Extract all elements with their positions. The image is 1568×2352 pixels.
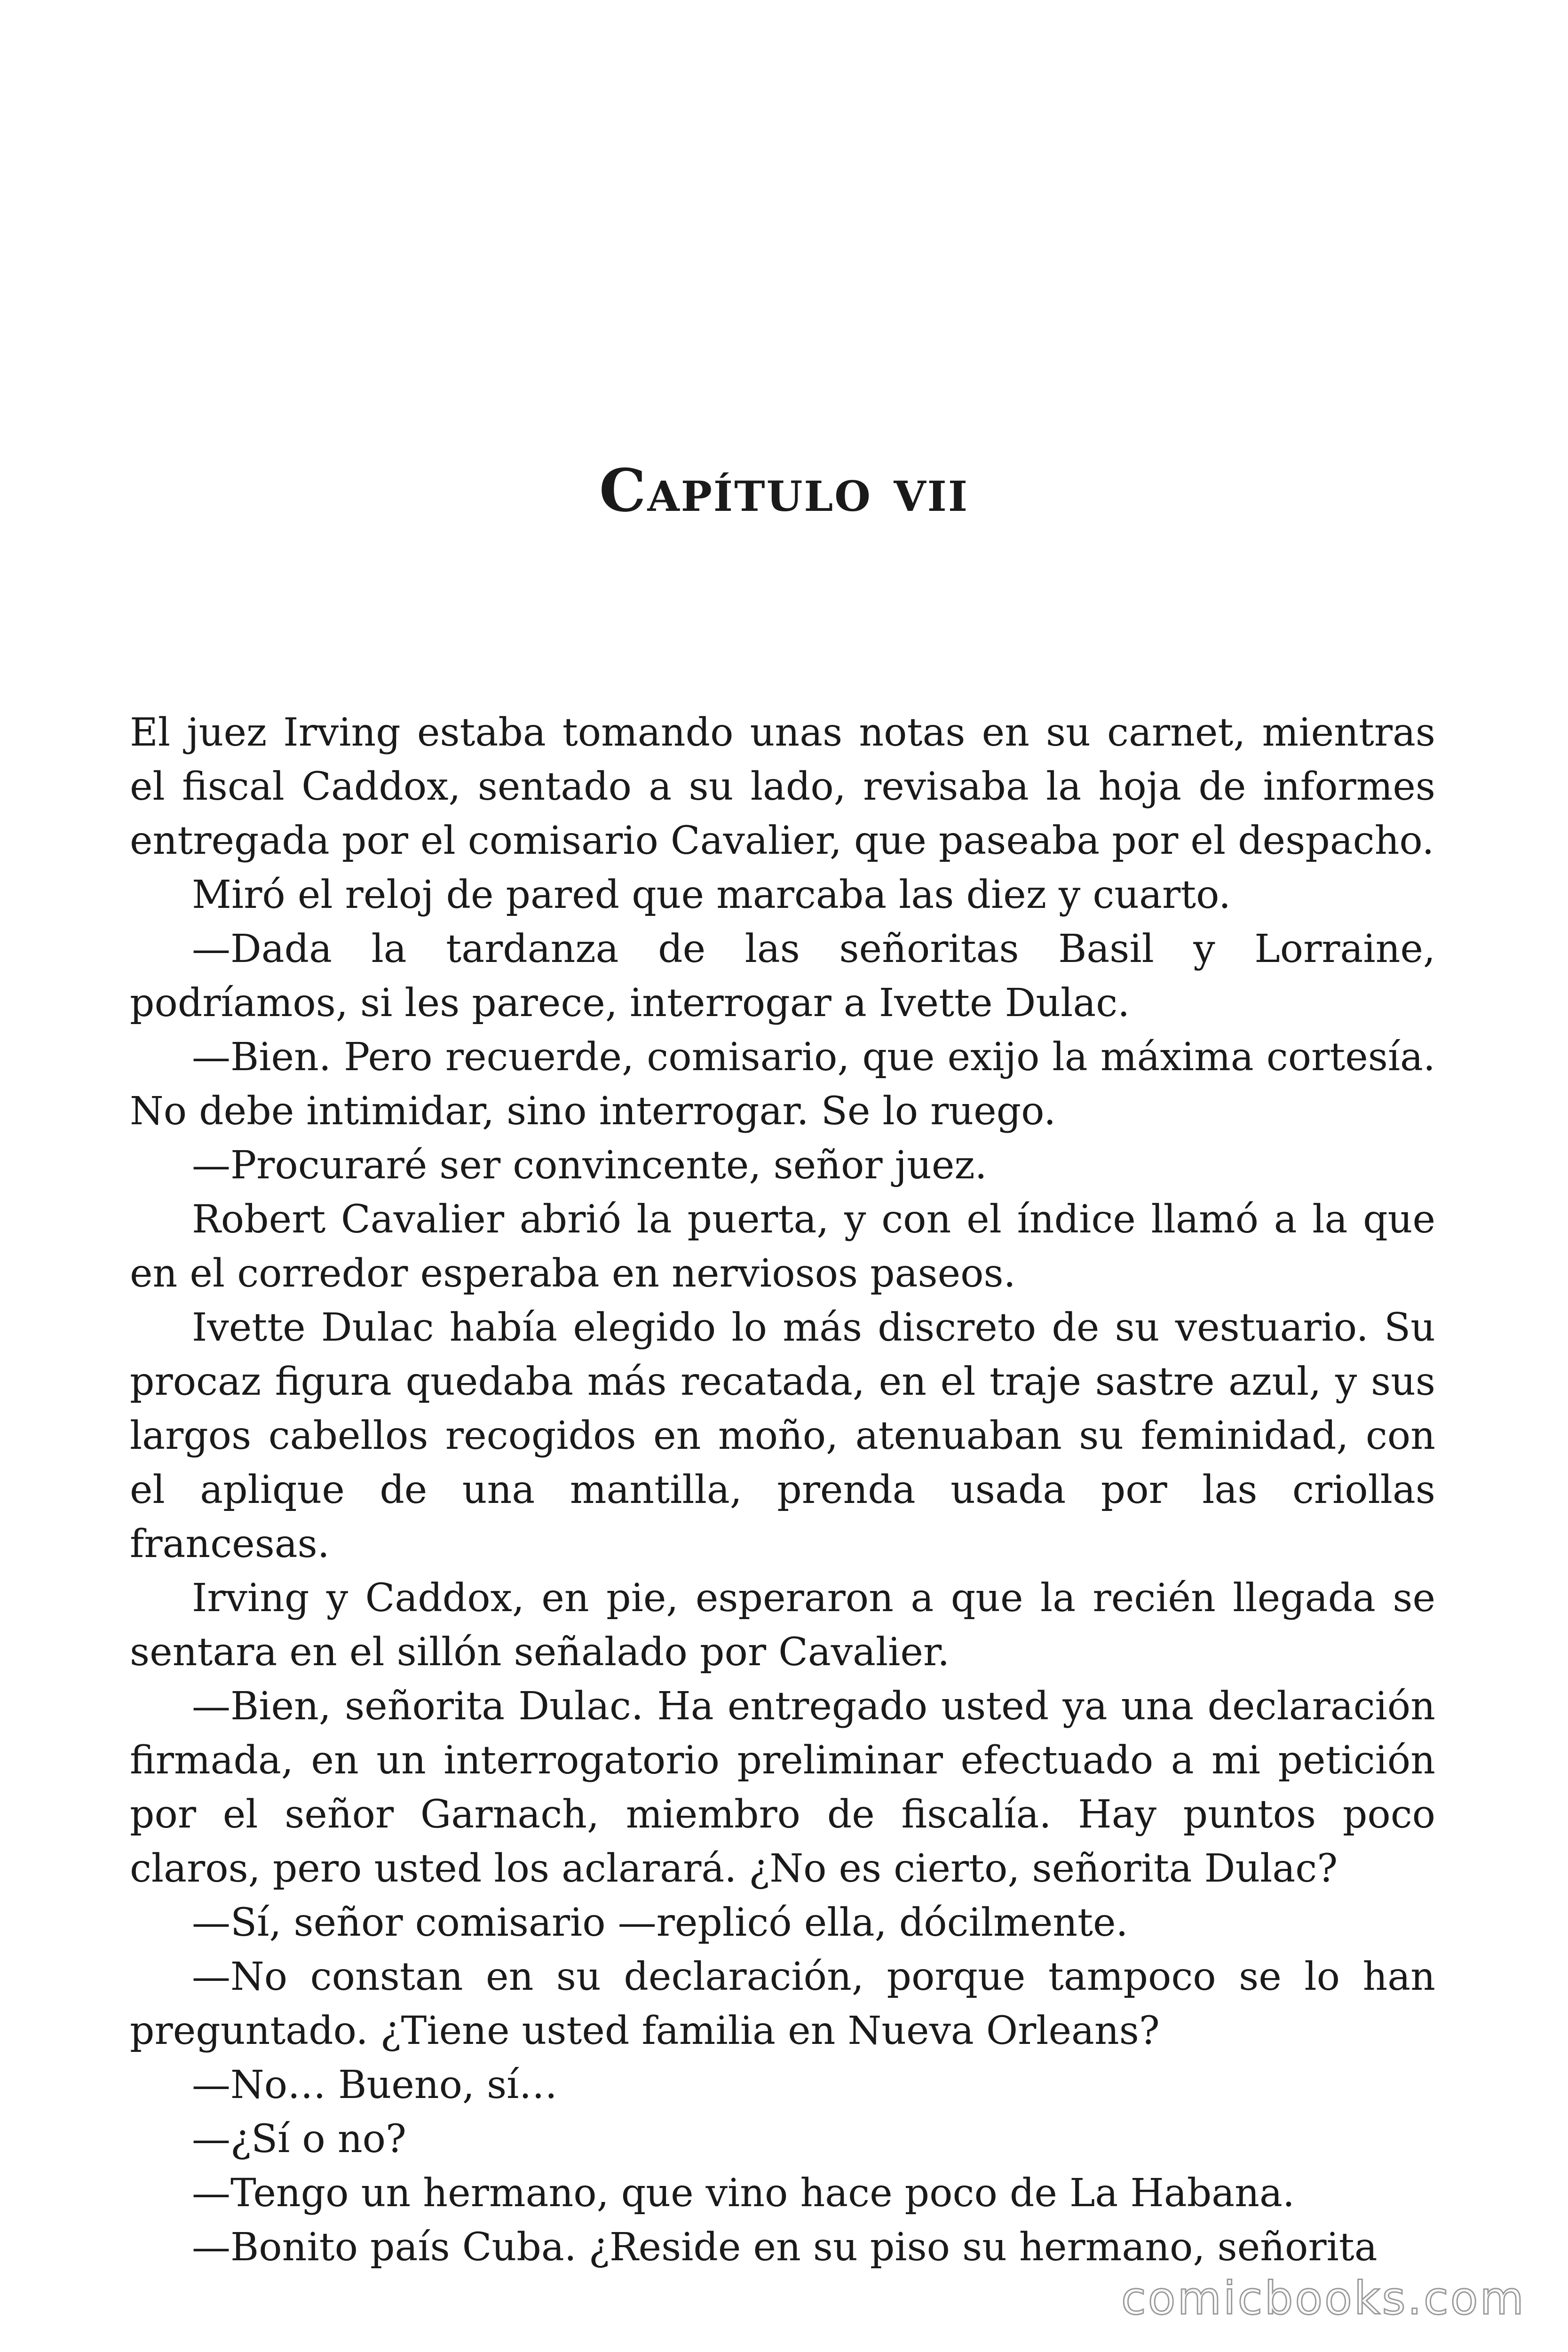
paragraph: —Dada la tardanza de las señoritas Basil y Lorraine, podríamos, si les parece, interrogar a Ivette Dulac. bbox=[130, 927, 1435, 1025]
paragraph: Miró el reloj de pared que marcaba las diez y cuarto. bbox=[192, 873, 1231, 917]
paragraph: —Procuraré ser convincente, señor juez. bbox=[192, 1143, 987, 1188]
body-text bbox=[130, 706, 1435, 2274]
paragraph: —Sí, señor comisario —replicó ella, dócilmente. bbox=[192, 1900, 1128, 1945]
paragraph: —No constan en su declaración, porque tampoco se lo han preguntado. ¿Tiene usted familia en Nueva Orleans? bbox=[130, 1955, 1435, 2053]
paragraph: Irving y Caddox, en pie, esperaron a que la recién llegada se sentara en el sillón señalado por Cavalier. bbox=[130, 1576, 1435, 1675]
paragraph: —Bonito país Cuba. ¿Reside en su piso su hermano, señorita bbox=[192, 2225, 1378, 2270]
paragraph: —Bien, señorita Dulac. Ha entregado usted ya una declaración firmada, en un interrogatorio preliminar efectuado a mi petición por el señor Garnach, miembro de fiscalía. Hay puntos poco claros, pero usted los aclarará. ¿No es cierto, señorita Dulac? bbox=[130, 1684, 1435, 1891]
paragraph: Robert Cavalier abrió la puerta, y con el índice llamó a la que en el corredor esperaba en nerviosos paseos. bbox=[130, 1197, 1435, 1296]
paragraph: —¿Sí o no? bbox=[192, 2117, 407, 2161]
paragraph: El juez Irving estaba tomando unas notas en su carnet, mientras el fiscal Caddox, sentado a su lado, revisaba la hoja de informes entregada por el comisario Cavalier, que paseaba por el despacho. bbox=[130, 710, 1435, 863]
paragraph: —Bien. Pero recuerde, comisario, que exijo la máxima cortesía. No debe intimidar, sino interrogar. Se lo ruego. bbox=[130, 1035, 1435, 1134]
paragraph: —No… Bueno, sí… bbox=[192, 2063, 558, 2107]
paragraph: Ivette Dulac había elegido lo más discreto de su vestuario. Su procaz figura quedaba más recatada, en el traje sastre azul, y sus largos cabellos recogidos en moño, atenuaban su feminidad, con el aplique de una mantilla, prenda usada por las criollas francesas. bbox=[130, 1305, 1435, 1566]
chapter-title: Capítulo vii bbox=[599, 456, 969, 525]
paragraph: —Tengo un hermano, que vino hace poco de La Habana. bbox=[192, 2171, 1295, 2216]
watermark: comicbooks.com bbox=[1121, 2272, 1526, 2325]
